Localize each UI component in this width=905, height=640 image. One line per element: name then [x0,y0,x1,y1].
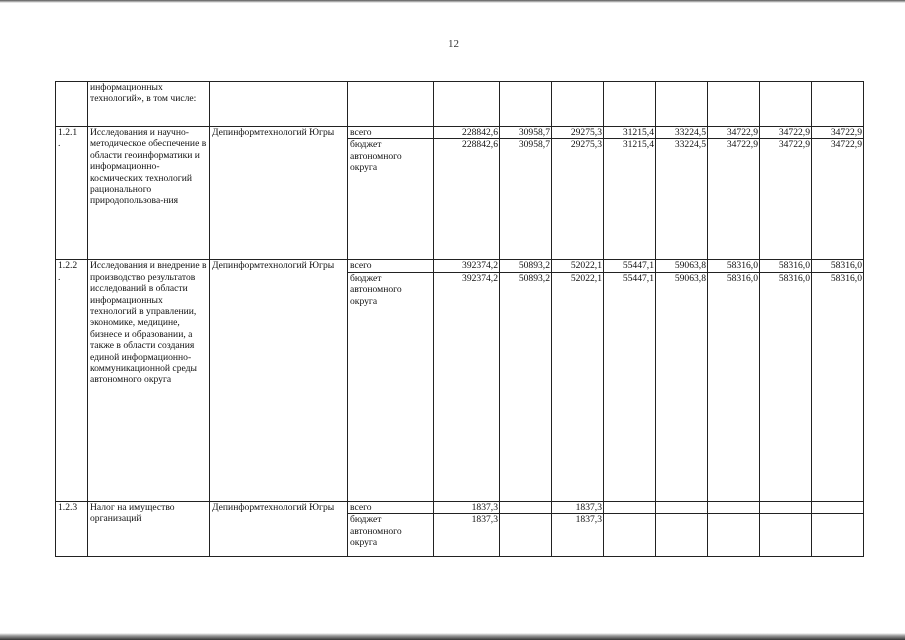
cell-value: 228842,6 [434,127,500,139]
cell-value: 31215,4 [604,127,656,139]
cell-value: 50893,2 [500,272,552,501]
code-suffix: . [58,138,61,150]
cell-value [552,82,604,127]
table-row [56,127,864,139]
cell-name: Налог на имущество организаций [88,501,210,556]
cell-source: всего [348,260,434,272]
cell-value [760,501,812,513]
cell-name: Исследования и научно-методическое обеспечение в области геоинформатики и информационно-космических технологий рационального природопользова-ния [88,127,210,260]
cell-value: 392374,2 [434,260,500,272]
cell-value [656,501,708,513]
cell-value: 59063,8 [656,272,708,501]
cell-value: 31215,4 [604,139,656,260]
cell-executor: Депинформтехнологий Югры [210,127,348,260]
cell-value [500,514,552,557]
budget-table [55,81,864,557]
cell-value: 1837,3 [434,514,500,557]
cell-code: 1.2.2 . [56,260,88,501]
cell-value: 29275,3 [552,139,604,260]
table-row-continuation [56,82,864,127]
cell-executor [210,82,348,127]
cell-value: 30958,7 [500,127,552,139]
cell-value [812,501,864,513]
cell-value: 34722,9 [812,127,864,139]
cell-value: 55447,1 [604,260,656,272]
cell-value [708,82,760,127]
cell-value: 58316,0 [708,272,760,501]
cell-value [812,514,864,557]
cell-value: 34722,9 [708,127,760,139]
cell-value: 58316,0 [812,272,864,501]
cell-source: всего [348,127,434,139]
cell-value: 59063,8 [656,260,708,272]
cell-value [604,514,656,557]
cell-name: информационных технологий», в том числе: [88,82,210,127]
cell-value: 52022,1 [552,272,604,501]
page-number: 12 [448,38,459,50]
cell-value [656,514,708,557]
scan-edge-bottom [0,633,905,640]
scan-edge-top [0,0,905,3]
cell-value [434,82,500,127]
cell-value: 392374,2 [434,272,500,501]
cell-value [708,514,760,557]
cell-executor: Депинформтехнологий Югры [210,501,348,556]
cell-value: 58316,0 [708,260,760,272]
table-row [56,501,864,513]
cell-code: 1.2.1 . [56,127,88,260]
cell-value: 33224,5 [656,127,708,139]
cell-name: Исследования и внедрение в производство результатов исследований в области информационных технологий в управлении, экономике, медицине, бизнесе и образовании, а также в области создания единой информационно-коммуникационной среды автономного округа [88,260,210,501]
cell-value: 34722,9 [760,127,812,139]
cell-code: 1.2.3 [56,501,88,556]
cell-value [708,501,760,513]
cell-value [656,82,708,127]
code-suffix: . [58,271,61,283]
cell-value: 34722,9 [812,139,864,260]
cell-source: бюджет автономного округа [348,272,434,501]
cell-value: 29275,3 [552,127,604,139]
cell-value: 55447,1 [604,272,656,501]
table-row [56,260,864,272]
cell-value: 34722,9 [708,139,760,260]
cell-value: 1837,3 [552,514,604,557]
cell-value: 1837,3 [552,501,604,513]
cell-source: бюджет автономного округа [348,139,434,260]
cell-value: 30958,7 [500,139,552,260]
cell-value: 58316,0 [760,260,812,272]
cell-value: 58316,0 [760,272,812,501]
cell-value: 58316,0 [812,260,864,272]
cell-value: 228842,6 [434,139,500,260]
cell-value: 1837,3 [434,501,500,513]
cell-value [604,82,656,127]
cell-value: 33224,5 [656,139,708,260]
cell-value: 52022,1 [552,260,604,272]
cell-source: всего [348,501,434,513]
cell-value: 50893,2 [500,260,552,272]
cell-code [56,82,88,127]
cell-value [500,501,552,513]
cell-value [760,514,812,557]
cell-value: 34722,9 [760,139,812,260]
cell-value [760,82,812,127]
cell-value [500,82,552,127]
cell-source: бюджет автономного округа [348,514,434,557]
cell-value [812,82,864,127]
cell-source [348,82,434,127]
cell-executor: Депинформтехнологий Югры [210,260,348,501]
cell-value [604,501,656,513]
